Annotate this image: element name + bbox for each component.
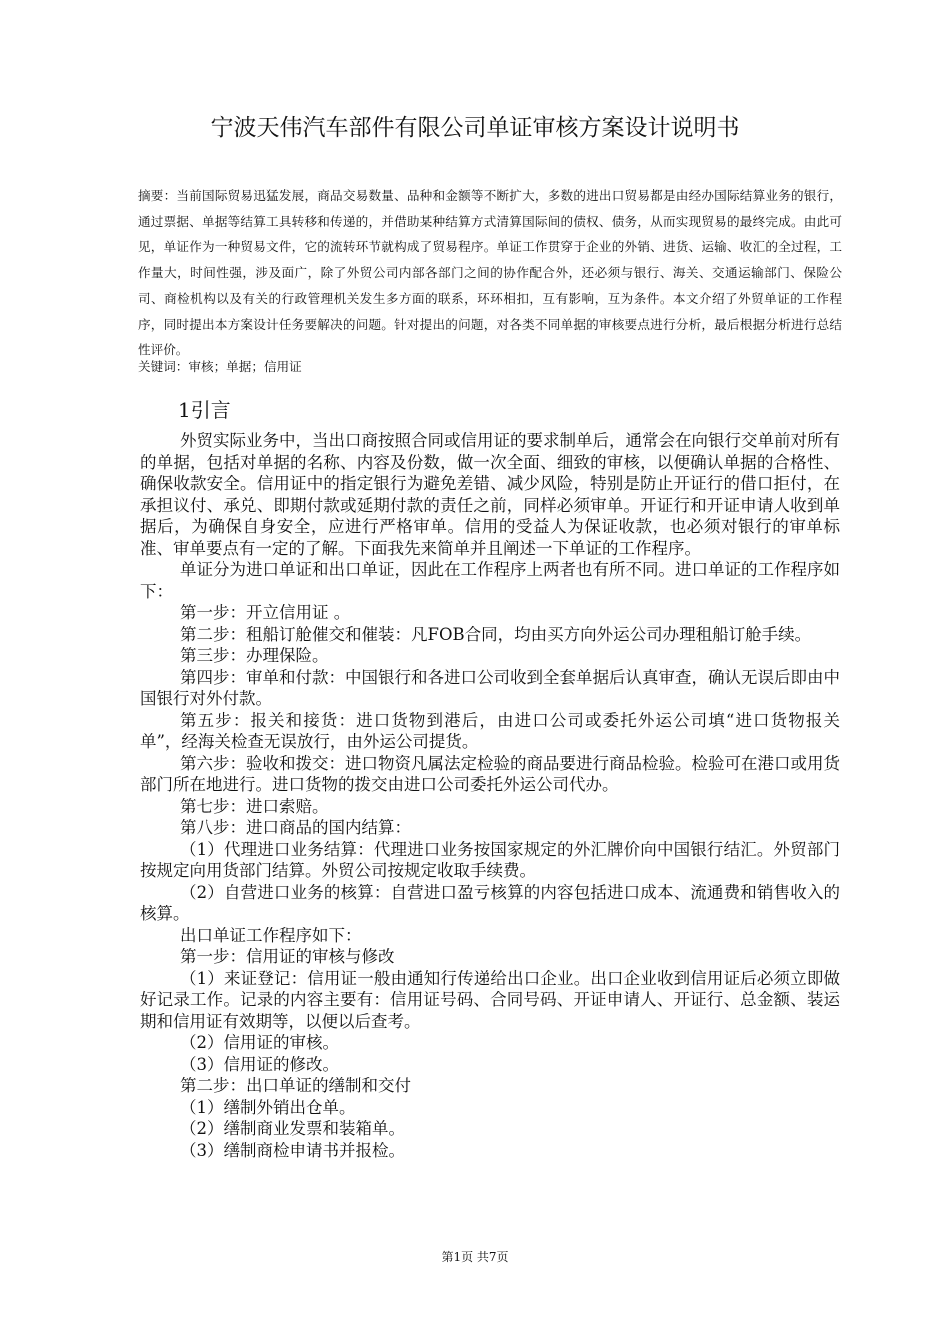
paragraph: 第五步：报关和接货：进口货物到港后，由进口公司或委托外运公司填“进口货物报关单”，经海关检查无误放行，由外运公司提货。 [140, 710, 840, 751]
paragraph: （3）缮制商检申请书并报检。 [180, 1140, 405, 1160]
paragraph: （2）信用证的审核。 [180, 1033, 339, 1052]
paragraph: 第二步：租船订舱催交和催装：凡FOB合同，均由买方向外运公司办理租船订舱手续。 [180, 624, 812, 644]
section-heading: 1引言 [178, 398, 231, 422]
paragraph: 第三步：办理保险。 [180, 646, 329, 665]
paragraph: 第四步：审单和付款：中国银行和各进口公司收到全套单据后认真审查，确认无误后即由中国银行对外付款。 [140, 667, 840, 708]
abstract: 摘要：当前国际贸易迅猛发展，商品交易数量、品种和金额等不断扩大，多数的进出口贸易都是由经办国际结算业务的银行，通过票据、单据等结算工具转移和传递的，并借助某种结算方式清算国际间的债权、债务，从而实现贸易的最终完成。由此可见，单证作为一种贸易文件，它的流转环节就构成了贸易程序。单证工作贯穿于企业的外销、进货、运输、收汇的全过程，工作量大，时间性强，涉及面广，除了外贸公司内部各部门之间的协作配合外，还必须与银行、海关、交通运输部门、保险公司、商检机构以及有关的行政管理机关发生多方面的联系，环环相扣，互有影响，互为条件。本文介绍了外贸单证的工作程序，同时提出本方案设计任务要解决的问题。针对提出的问题，对各类不同单据的审核要点进行分析，最后根据分析进行总结性评价。 [138, 188, 842, 358]
paragraph: （1）代理进口业务结算：代理进口业务按国家规定的外汇牌价向中国银行结汇。外贸部门按规定向用货部门结算。外贸公司按规定收取手续费。 [140, 839, 840, 880]
paragraph: （3）信用证的修改。 [180, 1054, 339, 1074]
paragraph: （1）缮制外销出仓单。 [180, 1097, 356, 1117]
paragraph: （2）缮制商业发票和装箱单。 [180, 1119, 405, 1138]
body-text [140, 430, 840, 1161]
paragraph: （2）自营进口业务的核算：自营进口盈亏核算的内容包括进口成本、流通费和销售收入的核算。 [140, 882, 840, 923]
paragraph: 第一步：信用证的审核与修改 [180, 947, 395, 966]
paragraph: 第二步：出口单证的缮制和交付 [180, 1076, 411, 1095]
paragraph: 第六步：验收和拨交：进口物资凡属法定检验的商品要进行商品检验。检验可在港口或用货部门所在地进行。进口货物的拨交由进口公司委托外运公司代办。 [140, 753, 840, 794]
paragraph: 出口单证工作程序如下： [180, 925, 362, 945]
paragraph: 单证分为进口单证和出口单证，因此在工作程序上两者也有所不同。进口单证的工作程序如下： [140, 560, 840, 601]
document-title: 宁波天伟汽车部件有限公司单证审核方案设计说明书 [210, 115, 740, 141]
keywords: 关键词：审核；单据；信用证 [138, 359, 302, 374]
page-footer: 第1页 共7页 [441, 1250, 509, 1264]
paragraph: 外贸实际业务中，当出口商按照合同或信用证的要求制单后，通常会在向银行交单前对所有的单据，包括对单据的名称、内容及份数，做一次全面、细致的审核，以便确认单据的合格性、确保收款安全。信用证中的指定银行为避免差错、减少风险，特别是防止开证行的借口拒付，在承担议付、承兑、即期付款或延期付款的责任之前，同样必须审单。开证行和开证申请人收到单据后，为确保自身安全，应进行严格审单。信用的受益人为保证收款，也必须对银行的审单标准、审单要点有一定的了解。下面我先来简单并且阐述一下单证的工作程序。 [140, 431, 840, 558]
paragraph: 第一步：开立信用证 。 [180, 603, 351, 622]
paragraph: 第七步：进口索赔。 [180, 796, 329, 816]
paragraph: （1）来证登记：信用证一般由通知行传递给出口企业。出口企业收到信用证后必须立即做好记录工作。记录的内容主要有：信用证号码、合同号码、开证申请人、开证行、总金额、装运期和信用证有效期等，以便以后查考。 [140, 968, 840, 1031]
paragraph: 第八步：进口商品的国内结算： [180, 818, 411, 837]
